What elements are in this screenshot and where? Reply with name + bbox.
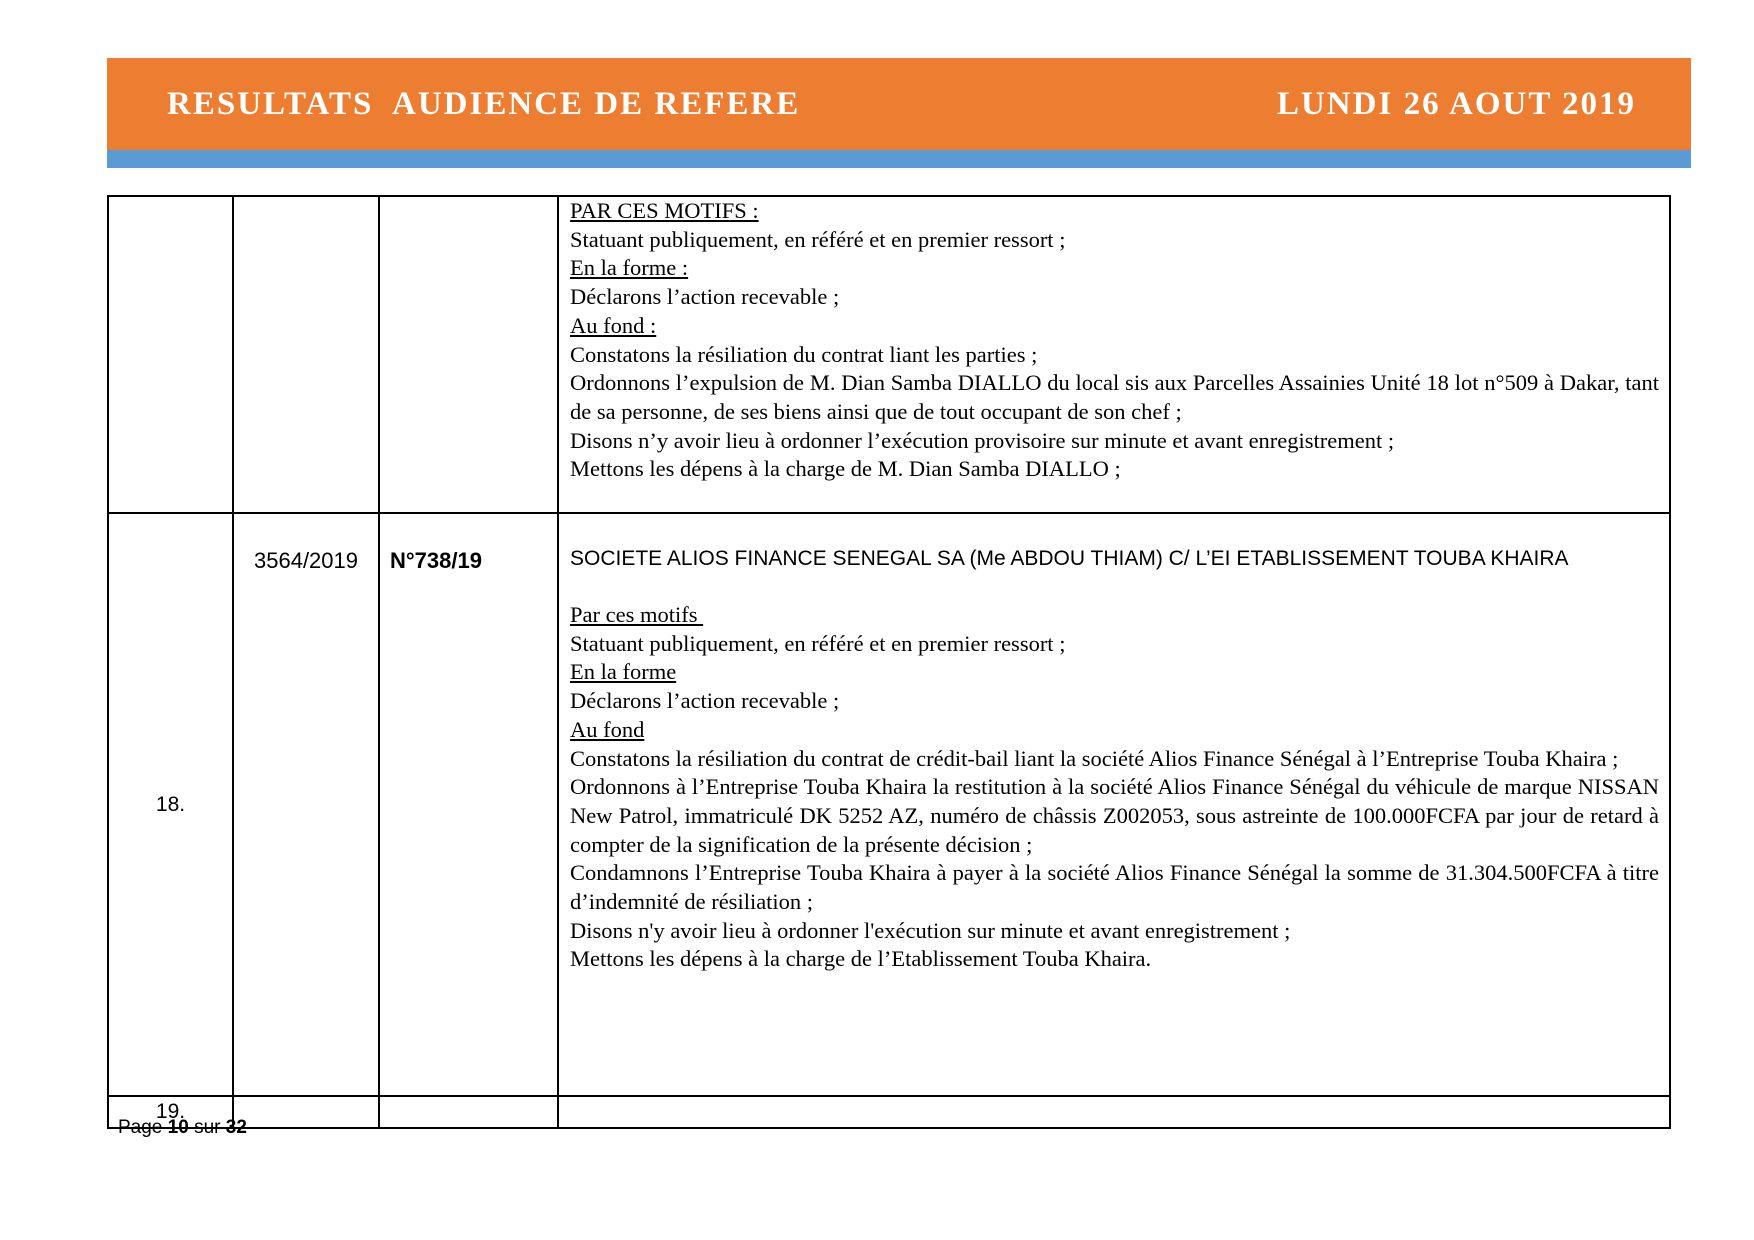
decision-subheading: En la forme <box>570 659 677 685</box>
decision-line: Statuant publiquement, en référé et en premier ressort ; <box>570 226 1066 252</box>
number-cell: 18. <box>108 513 233 1096</box>
decision-line: Déclarons l’action recevable ; <box>570 688 840 714</box>
number-cell: 19. <box>108 1096 233 1128</box>
table-row <box>108 513 1670 1096</box>
decision-line: Mettons les dépens à la charge de l’Etablissement Touba Khaira. <box>570 946 1152 972</box>
decision-line: Ordonnons à l’Entreprise Touba Khaira la restitution à la société Alios Finance Sénégal du véhicule de marque NISSAN New Patrol, immatriculé DK 5252 AZ, numéro de châssis Z002053, sous astreinte de 100.000FCFA par jour de retard à compter de la signification de la présente décision ; <box>570 774 1659 857</box>
rg-cell <box>233 196 379 513</box>
table-row <box>108 1096 1670 1128</box>
decision-subheading: Au fond : <box>570 312 657 338</box>
footer-prefix: Page <box>118 1117 168 1138</box>
decision-line: Déclarons l’action recevable ; <box>570 284 840 310</box>
ordonnance-cell: N°738/19 <box>379 513 558 1096</box>
table-row <box>108 196 1670 513</box>
results-table <box>107 195 1671 1129</box>
decision-subheading: Au fond <box>570 716 645 742</box>
header-strip <box>107 150 1691 168</box>
ordonnance-cell <box>379 1096 558 1128</box>
decision-line: Constatons la résiliation du contrat liant les parties ; <box>570 341 1038 367</box>
decision-subheading: En la forme : <box>570 255 689 281</box>
decision-cell <box>558 196 1670 513</box>
spacer <box>570 573 1659 601</box>
decision-cell <box>558 1096 1670 1128</box>
page-footer <box>118 1117 247 1139</box>
decision-line: Disons n’y avoir lieu à ordonner l’exécution provisoire sur minute et avant enregistrement ; <box>570 427 1395 453</box>
decision-heading: Par ces motifs <box>570 602 704 627</box>
total-pages: 32 <box>225 1117 247 1138</box>
ordonnance-cell <box>379 196 558 513</box>
number-cell <box>108 196 233 513</box>
page-title: RESULTATS AUDIENCE DE REFERE <box>167 86 801 122</box>
rg-cell: 3564/2019 <box>233 513 379 1096</box>
decision-line: Mettons les dépens à la charge de M. Dian Samba DIALLO ; <box>570 456 1121 482</box>
page-date: LUNDI 26 AOUT 2019 <box>1276 86 1636 122</box>
decision-line: Disons n'y avoir lieu à ordonner l'exécution sur minute et avant enregistrement ; <box>570 917 1291 943</box>
decision-cell <box>558 513 1670 1096</box>
current-page: 10 <box>167 1117 189 1138</box>
decision-line: Constatons la résiliation du contrat de crédit-bail liant la société Alios Finance Sénégal à l’Entreprise Touba Khaira ; <box>570 745 1619 771</box>
footer-middle: sur <box>188 1117 226 1138</box>
parties-text: SOCIETE ALIOS FINANCE SENEGAL SA (Me ABDOU THIAM) C/ L’EI ETABLISSEMENT TOUBA KHAIRA <box>570 547 1569 570</box>
decision-line: Statuant publiquement, en référé et en premier ressort ; <box>570 630 1066 656</box>
decision-line: Condamnons l’Entreprise Touba Khaira à payer à la société Alios Finance Sénégal la somme de 31.304.500FCFA à titre d’indemnité de résiliation ; <box>570 860 1659 915</box>
decision-heading: PAR CES MOTIFS : <box>570 198 759 223</box>
decision-line: Ordonnons l’expulsion de M. Dian Samba DIALLO du local sis aux Parcelles Assainies Unité 18 lot n°509 à Dakar, tant de sa personne, de ses biens ainsi que de tout occupant de son chef ; <box>570 370 1659 424</box>
rg-cell <box>233 1096 379 1128</box>
